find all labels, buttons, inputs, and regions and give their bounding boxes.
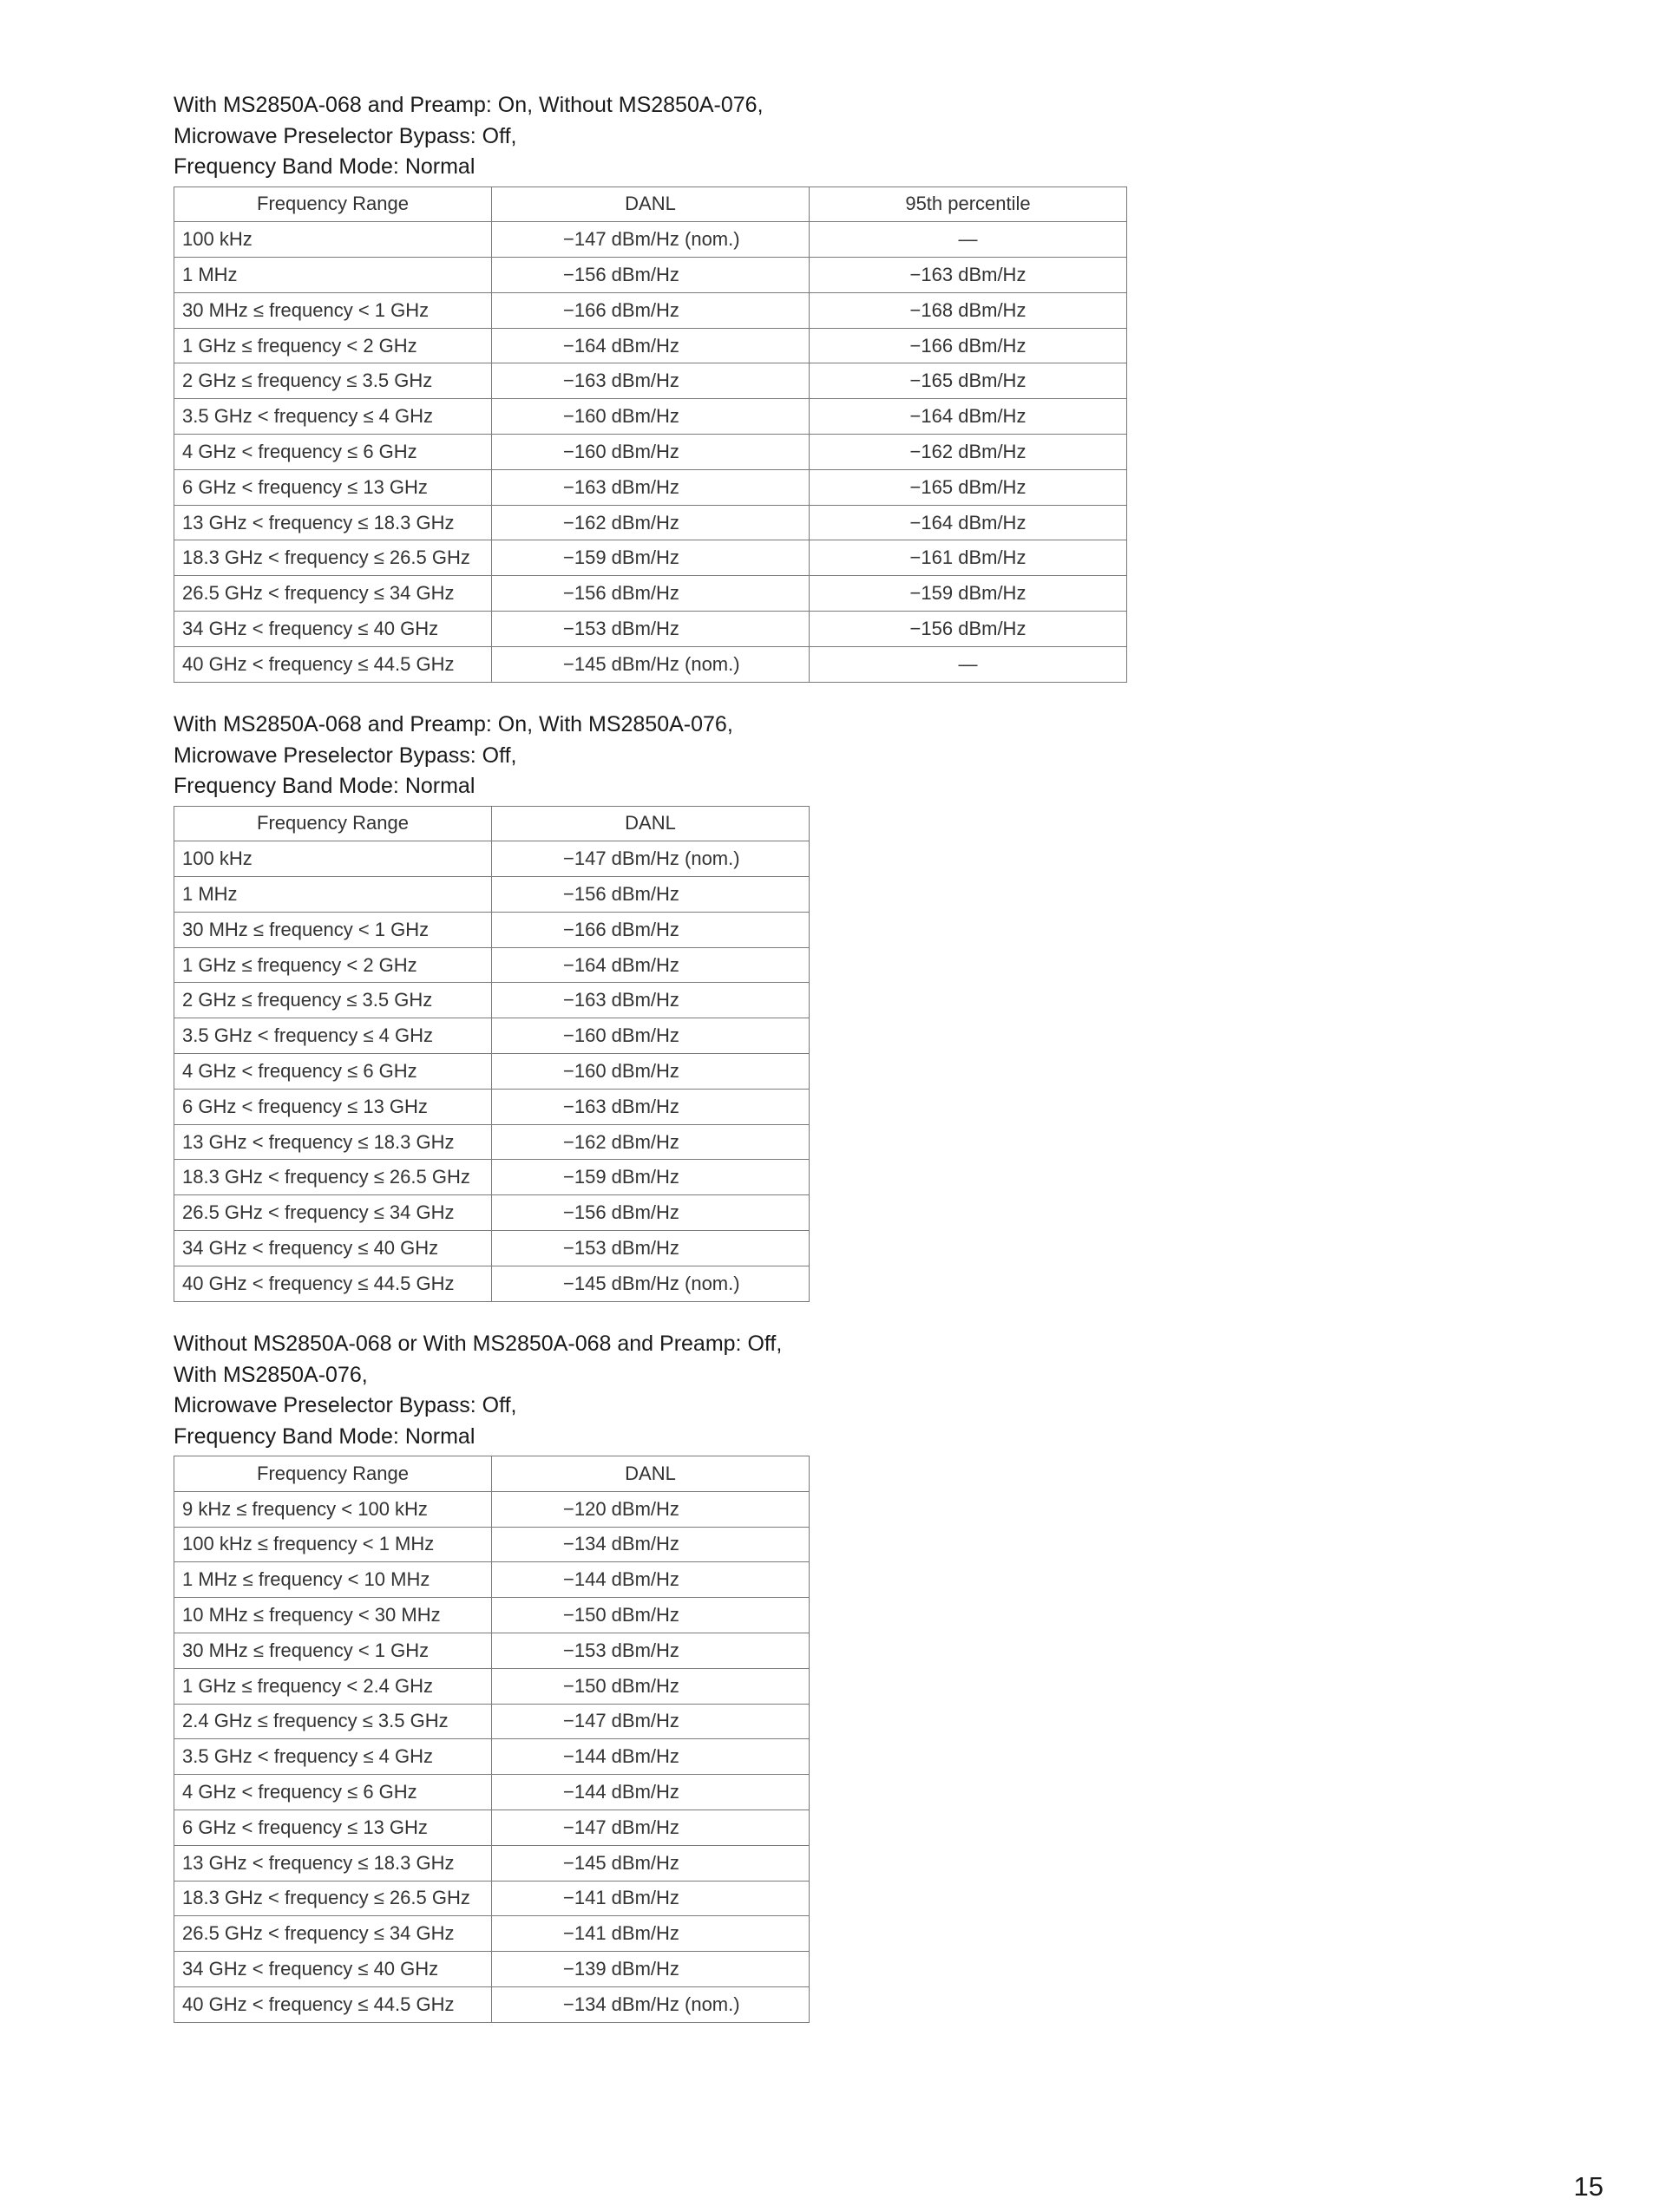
- table-row: [174, 1881, 810, 1916]
- danl-cell: −144 dBm/Hz: [492, 1775, 810, 1810]
- danl-cell: −147 dBm/Hz (nom.): [492, 841, 810, 877]
- table-header-row: [174, 1456, 810, 1492]
- column-header-danl: DANL: [492, 1456, 810, 1492]
- table-row: [174, 1124, 810, 1160]
- table-row: [174, 1266, 810, 1301]
- table-row: [174, 435, 1127, 470]
- frequency-range-cell: 34 GHz < frequency ≤ 40 GHz: [174, 612, 492, 647]
- table-row: [174, 540, 1127, 576]
- frequency-range-cell: 40 GHz < frequency ≤ 44.5 GHz: [174, 1266, 492, 1301]
- frequency-range-cell: 13 GHz < frequency ≤ 18.3 GHz: [174, 505, 492, 540]
- danl-cell: −162 dBm/Hz: [492, 505, 810, 540]
- danl-cell: −166 dBm/Hz: [492, 292, 810, 328]
- danl-cell: −147 dBm/Hz: [492, 1810, 810, 1845]
- column-header-95th-percentile: 95th percentile: [810, 187, 1127, 222]
- table-row: [174, 576, 1127, 612]
- caption-line: Microwave Preselector Bypass: Off,: [174, 123, 517, 148]
- frequency-range-cell: 30 MHz ≤ frequency < 1 GHz: [174, 912, 492, 947]
- danl-cell: −139 dBm/Hz: [492, 1952, 810, 1987]
- column-header-frequency-range: Frequency Range: [174, 806, 492, 841]
- danl-cell: −159 dBm/Hz: [492, 1160, 810, 1195]
- danl-cell: −164 dBm/Hz: [492, 328, 810, 363]
- frequency-range-cell: 18.3 GHz < frequency ≤ 26.5 GHz: [174, 1160, 492, 1195]
- table-row: [174, 1089, 810, 1124]
- frequency-range-cell: 13 GHz < frequency ≤ 18.3 GHz: [174, 1845, 492, 1881]
- danl-cell: −160 dBm/Hz: [492, 1054, 810, 1090]
- frequency-range-cell: 26.5 GHz < frequency ≤ 34 GHz: [174, 1195, 492, 1231]
- frequency-range-cell: 30 MHz ≤ frequency < 1 GHz: [174, 1633, 492, 1668]
- frequency-range-cell: 100 kHz ≤ frequency < 1 MHz: [174, 1527, 492, 1562]
- table-caption: [174, 1329, 810, 1452]
- column-header-frequency-range: Frequency Range: [174, 187, 492, 222]
- danl-table: [174, 806, 810, 1302]
- caption-line: With MS2850A-068 and Preamp: On, With MS2850A-076,: [174, 712, 733, 736]
- danl-cell: −134 dBm/Hz (nom.): [492, 1986, 810, 2022]
- danl-cell: −147 dBm/Hz (nom.): [492, 222, 810, 258]
- percentile-cell: −165 dBm/Hz: [810, 363, 1127, 399]
- percentile-cell: −161 dBm/Hz: [810, 540, 1127, 576]
- frequency-range-cell: 13 GHz < frequency ≤ 18.3 GHz: [174, 1124, 492, 1160]
- table-row: [174, 1160, 810, 1195]
- frequency-range-cell: 100 kHz: [174, 841, 492, 877]
- table-row: [174, 1018, 810, 1054]
- caption-line: Frequency Band Mode: Normal: [174, 774, 476, 798]
- table-row: [174, 363, 1127, 399]
- danl-cell: −141 dBm/Hz: [492, 1916, 810, 1952]
- table-row: [174, 1952, 810, 1987]
- danl-cell: −145 dBm/Hz (nom.): [492, 1266, 810, 1301]
- danl-cell: −164 dBm/Hz: [492, 947, 810, 983]
- table-caption: [174, 710, 810, 802]
- frequency-range-cell: 100 kHz: [174, 222, 492, 258]
- danl-cell: −144 dBm/Hz: [492, 1739, 810, 1775]
- table-row: [174, 1527, 810, 1562]
- table-row: [174, 1598, 810, 1633]
- frequency-range-cell: 18.3 GHz < frequency ≤ 26.5 GHz: [174, 540, 492, 576]
- table-row: [174, 1704, 810, 1739]
- table-row: [174, 469, 1127, 505]
- table-row: [174, 1845, 810, 1881]
- frequency-range-cell: 10 MHz ≤ frequency < 30 MHz: [174, 1598, 492, 1633]
- danl-cell: −120 dBm/Hz: [492, 1491, 810, 1527]
- frequency-range-cell: 6 GHz < frequency ≤ 13 GHz: [174, 1810, 492, 1845]
- danl-cell: −156 dBm/Hz: [492, 1195, 810, 1231]
- table-row: [174, 646, 1127, 682]
- table-row: [174, 1491, 810, 1527]
- table-row: [174, 399, 1127, 435]
- frequency-range-cell: 30 MHz ≤ frequency < 1 GHz: [174, 292, 492, 328]
- danl-cell: −153 dBm/Hz: [492, 612, 810, 647]
- frequency-range-cell: 1 GHz ≤ frequency < 2 GHz: [174, 328, 492, 363]
- danl-cell: −145 dBm/Hz: [492, 1845, 810, 1881]
- danl-cell: −160 dBm/Hz: [492, 1018, 810, 1054]
- percentile-cell: −168 dBm/Hz: [810, 292, 1127, 328]
- percentile-cell: −163 dBm/Hz: [810, 258, 1127, 293]
- table-row: [174, 612, 1127, 647]
- frequency-range-cell: 9 kHz ≤ frequency < 100 kHz: [174, 1491, 492, 1527]
- frequency-range-cell: 3.5 GHz < frequency ≤ 4 GHz: [174, 399, 492, 435]
- danl-cell: −163 dBm/Hz: [492, 983, 810, 1018]
- caption-line: With MS2850A-076,: [174, 1362, 368, 1387]
- percentile-cell: −165 dBm/Hz: [810, 469, 1127, 505]
- table-row: [174, 1054, 810, 1090]
- frequency-range-cell: 1 GHz ≤ frequency < 2.4 GHz: [174, 1668, 492, 1704]
- caption-line: Without MS2850A-068 or With MS2850A-068 and Preamp: Off,: [174, 1332, 783, 1356]
- danl-cell: −166 dBm/Hz: [492, 912, 810, 947]
- danl-cell: −153 dBm/Hz: [492, 1231, 810, 1266]
- frequency-range-cell: 1 MHz: [174, 877, 492, 913]
- percentile-cell: −159 dBm/Hz: [810, 576, 1127, 612]
- danl-cell: −134 dBm/Hz: [492, 1527, 810, 1562]
- danl-cell: −156 dBm/Hz: [492, 877, 810, 913]
- danl-table: [174, 187, 1127, 683]
- danl-cell: −160 dBm/Hz: [492, 435, 810, 470]
- frequency-range-cell: 4 GHz < frequency ≤ 6 GHz: [174, 1054, 492, 1090]
- danl-cell: −153 dBm/Hz: [492, 1633, 810, 1668]
- danl-cell: −156 dBm/Hz: [492, 258, 810, 293]
- table-row: [174, 1633, 810, 1668]
- danl-cell: −159 dBm/Hz: [492, 540, 810, 576]
- frequency-range-cell: 26.5 GHz < frequency ≤ 34 GHz: [174, 576, 492, 612]
- frequency-range-cell: 2 GHz ≤ frequency ≤ 3.5 GHz: [174, 983, 492, 1018]
- danl-cell: −163 dBm/Hz: [492, 363, 810, 399]
- frequency-range-cell: 1 MHz: [174, 258, 492, 293]
- spec-section-preamp-off-with-076: [174, 1329, 810, 2023]
- frequency-range-cell: 6 GHz < frequency ≤ 13 GHz: [174, 1089, 492, 1124]
- frequency-range-cell: 1 MHz ≤ frequency < 10 MHz: [174, 1562, 492, 1598]
- caption-line: Microwave Preselector Bypass: Off,: [174, 743, 517, 768]
- table-row: [174, 947, 810, 983]
- table-row: [174, 505, 1127, 540]
- table-row: [174, 1739, 810, 1775]
- table-header-row: [174, 187, 1127, 222]
- danl-cell: −141 dBm/Hz: [492, 1881, 810, 1916]
- table-row: [174, 1810, 810, 1845]
- percentile-cell: −166 dBm/Hz: [810, 328, 1127, 363]
- percentile-cell: −162 dBm/Hz: [810, 435, 1127, 470]
- frequency-range-cell: 18.3 GHz < frequency ≤ 26.5 GHz: [174, 1881, 492, 1916]
- column-header-frequency-range: Frequency Range: [174, 1456, 492, 1492]
- column-header-danl: DANL: [492, 806, 810, 841]
- page-number: 15: [1573, 2171, 1604, 2202]
- danl-cell: −163 dBm/Hz: [492, 1089, 810, 1124]
- percentile-cell: −164 dBm/Hz: [810, 505, 1127, 540]
- table-row: [174, 1562, 810, 1598]
- table-row: [174, 1668, 810, 1704]
- table-row: [174, 983, 810, 1018]
- danl-cell: −144 dBm/Hz: [492, 1562, 810, 1598]
- danl-cell: −145 dBm/Hz (nom.): [492, 646, 810, 682]
- table-row: [174, 877, 810, 913]
- table-row: [174, 1986, 810, 2022]
- table-row: [174, 912, 810, 947]
- table-row: [174, 258, 1127, 293]
- frequency-range-cell: 1 GHz ≤ frequency < 2 GHz: [174, 947, 492, 983]
- percentile-cell: —: [810, 646, 1127, 682]
- danl-table: [174, 1456, 810, 2023]
- table-row: [174, 222, 1127, 258]
- caption-line: With MS2850A-068 and Preamp: On, Without MS2850A-076,: [174, 93, 764, 117]
- frequency-range-cell: 2 GHz ≤ frequency ≤ 3.5 GHz: [174, 363, 492, 399]
- percentile-cell: −156 dBm/Hz: [810, 612, 1127, 647]
- frequency-range-cell: 34 GHz < frequency ≤ 40 GHz: [174, 1952, 492, 1987]
- table-row: [174, 292, 1127, 328]
- danl-cell: −147 dBm/Hz: [492, 1704, 810, 1739]
- frequency-range-cell: 40 GHz < frequency ≤ 44.5 GHz: [174, 1986, 492, 2022]
- caption-line: Frequency Band Mode: Normal: [174, 1423, 476, 1449]
- table-row: [174, 1231, 810, 1266]
- percentile-cell: —: [810, 222, 1127, 258]
- frequency-range-cell: 26.5 GHz < frequency ≤ 34 GHz: [174, 1916, 492, 1952]
- spec-section-preamp-on-without-076: [174, 90, 1127, 683]
- danl-cell: −163 dBm/Hz: [492, 469, 810, 505]
- frequency-range-cell: 40 GHz < frequency ≤ 44.5 GHz: [174, 646, 492, 682]
- frequency-range-cell: 6 GHz < frequency ≤ 13 GHz: [174, 469, 492, 505]
- frequency-range-cell: 2.4 GHz ≤ frequency ≤ 3.5 GHz: [174, 1704, 492, 1739]
- table-row: [174, 1195, 810, 1231]
- table-header-row: [174, 806, 810, 841]
- caption-line: Microwave Preselector Bypass: Off,: [174, 1393, 517, 1417]
- frequency-range-cell: 4 GHz < frequency ≤ 6 GHz: [174, 435, 492, 470]
- frequency-range-cell: 4 GHz < frequency ≤ 6 GHz: [174, 1775, 492, 1810]
- table-row: [174, 1916, 810, 1952]
- danl-cell: −156 dBm/Hz: [492, 576, 810, 612]
- frequency-range-cell: 34 GHz < frequency ≤ 40 GHz: [174, 1231, 492, 1266]
- table-row: [174, 841, 810, 877]
- column-header-danl: DANL: [492, 187, 810, 222]
- frequency-range-cell: 3.5 GHz < frequency ≤ 4 GHz: [174, 1018, 492, 1054]
- table-row: [174, 1775, 810, 1810]
- danl-cell: −150 dBm/Hz: [492, 1668, 810, 1704]
- table-caption: [174, 90, 1127, 183]
- caption-line: Frequency Band Mode: Normal: [174, 154, 476, 179]
- danl-cell: −162 dBm/Hz: [492, 1124, 810, 1160]
- danl-cell: −150 dBm/Hz: [492, 1598, 810, 1633]
- table-row: [174, 328, 1127, 363]
- danl-cell: −160 dBm/Hz: [492, 399, 810, 435]
- percentile-cell: −164 dBm/Hz: [810, 399, 1127, 435]
- frequency-range-cell: 3.5 GHz < frequency ≤ 4 GHz: [174, 1739, 492, 1775]
- spec-section-preamp-on-with-076: [174, 710, 810, 1302]
